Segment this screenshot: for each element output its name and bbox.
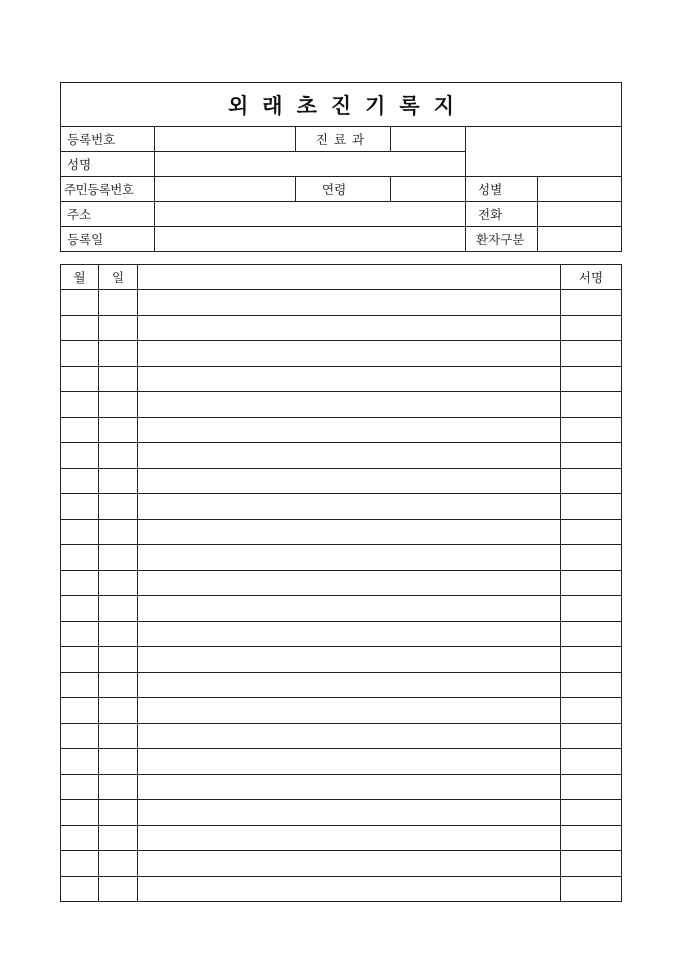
cell-signature[interactable] [561, 366, 622, 392]
form-title: 외래초진기록지 [61, 83, 622, 127]
visit-log-table [60, 264, 622, 902]
field-registration-number[interactable] [155, 127, 296, 152]
cell-month[interactable] [61, 366, 99, 392]
cell-signature[interactable] [561, 519, 622, 545]
cell-day[interactable] [99, 315, 138, 341]
cell-signature[interactable] [561, 443, 622, 469]
cell-month[interactable] [61, 392, 99, 418]
field-address[interactable] [155, 202, 466, 227]
cell-signature[interactable] [561, 290, 622, 316]
label-sex: 성별 [466, 177, 538, 202]
log-row [61, 723, 622, 749]
cell-content[interactable] [138, 341, 561, 367]
cell-content[interactable] [138, 876, 561, 902]
cell-signature[interactable] [561, 341, 622, 367]
cell-month[interactable] [61, 290, 99, 316]
log-row [61, 570, 622, 596]
field-sex[interactable] [538, 177, 622, 202]
log-header-row [61, 265, 622, 290]
cell-month[interactable] [61, 417, 99, 443]
label-registration-date: 등록일 [61, 227, 155, 252]
label-department: 진료과 [296, 127, 391, 152]
cell-signature[interactable] [561, 876, 622, 902]
cell-day[interactable] [99, 851, 138, 877]
header-content [138, 265, 561, 290]
patient-info-form [60, 82, 622, 252]
cell-content[interactable] [138, 468, 561, 494]
cell-month[interactable] [61, 851, 99, 877]
log-row [61, 443, 622, 469]
cell-month[interactable] [61, 698, 99, 724]
cell-day[interactable] [99, 519, 138, 545]
cell-day[interactable] [99, 647, 138, 673]
cell-month[interactable] [61, 341, 99, 367]
cell-month[interactable] [61, 494, 99, 520]
header-day: 일 [99, 265, 138, 290]
cell-signature[interactable] [561, 774, 622, 800]
cell-day[interactable] [99, 341, 138, 367]
cell-day[interactable] [99, 749, 138, 775]
cell-month[interactable] [61, 749, 99, 775]
cell-day[interactable] [99, 621, 138, 647]
log-row [61, 749, 622, 775]
cell-signature[interactable] [561, 417, 622, 443]
cell-content[interactable] [138, 851, 561, 877]
field-name[interactable] [155, 152, 466, 177]
cell-content[interactable] [138, 570, 561, 596]
header-month: 월 [61, 265, 99, 290]
header-signature: 서명 [561, 265, 622, 290]
cell-month[interactable] [61, 443, 99, 469]
log-row [61, 774, 622, 800]
cell-day[interactable] [99, 723, 138, 749]
cell-month[interactable] [61, 621, 99, 647]
log-row [61, 417, 622, 443]
log-row [61, 851, 622, 877]
label-name: 성명 [61, 152, 155, 177]
cell-month[interactable] [61, 723, 99, 749]
log-body [61, 290, 622, 902]
cell-day[interactable] [99, 366, 138, 392]
cell-content[interactable] [138, 621, 561, 647]
photo-blank-area [466, 127, 622, 177]
field-phone[interactable] [538, 202, 622, 227]
cell-month[interactable] [61, 672, 99, 698]
log-row [61, 672, 622, 698]
log-row [61, 392, 622, 418]
cell-content[interactable] [138, 290, 561, 316]
log-row [61, 876, 622, 902]
cell-month[interactable] [61, 596, 99, 622]
cell-day[interactable] [99, 545, 138, 571]
field-age[interactable] [391, 177, 466, 202]
cell-day[interactable] [99, 800, 138, 826]
cell-month[interactable] [61, 800, 99, 826]
cell-signature[interactable] [561, 723, 622, 749]
cell-content[interactable] [138, 315, 561, 341]
cell-signature[interactable] [561, 647, 622, 673]
cell-day[interactable] [99, 392, 138, 418]
cell-day[interactable] [99, 570, 138, 596]
log-row [61, 519, 622, 545]
field-department[interactable] [391, 127, 466, 152]
label-patient-type: 환자구분 [466, 227, 538, 252]
cell-signature[interactable] [561, 468, 622, 494]
cell-month[interactable] [61, 876, 99, 902]
log-row [61, 290, 622, 316]
cell-content[interactable] [138, 698, 561, 724]
cell-content[interactable] [138, 519, 561, 545]
log-row [61, 494, 622, 520]
cell-day[interactable] [99, 825, 138, 851]
cell-month[interactable] [61, 647, 99, 673]
cell-day[interactable] [99, 417, 138, 443]
cell-day[interactable] [99, 494, 138, 520]
cell-day[interactable] [99, 290, 138, 316]
label-address: 주소 [61, 202, 155, 227]
cell-signature[interactable] [561, 494, 622, 520]
cell-content[interactable] [138, 825, 561, 851]
cell-day[interactable] [99, 774, 138, 800]
cell-day[interactable] [99, 672, 138, 698]
field-resident-number[interactable] [155, 177, 296, 202]
label-registration-number: 등록번호 [61, 127, 155, 152]
log-row [61, 800, 622, 826]
cell-signature[interactable] [561, 315, 622, 341]
cell-signature[interactable] [561, 825, 622, 851]
field-patient-type[interactable] [538, 227, 622, 252]
log-row [61, 596, 622, 622]
cell-day[interactable] [99, 698, 138, 724]
cell-signature[interactable] [561, 392, 622, 418]
log-row [61, 468, 622, 494]
cell-content[interactable] [138, 672, 561, 698]
label-resident-number: 주민등록번호 [61, 177, 155, 202]
log-row [61, 647, 622, 673]
cell-month[interactable] [61, 468, 99, 494]
cell-signature[interactable] [561, 570, 622, 596]
label-phone: 전화 [466, 202, 538, 227]
cell-month[interactable] [61, 519, 99, 545]
cell-content[interactable] [138, 774, 561, 800]
cell-signature[interactable] [561, 672, 622, 698]
cell-content[interactable] [138, 545, 561, 571]
cell-signature[interactable] [561, 800, 622, 826]
cell-month[interactable] [61, 570, 99, 596]
cell-content[interactable] [138, 392, 561, 418]
cell-day[interactable] [99, 443, 138, 469]
cell-content[interactable] [138, 443, 561, 469]
log-row [61, 366, 622, 392]
cell-content[interactable] [138, 494, 561, 520]
cell-content[interactable] [138, 749, 561, 775]
cell-content[interactable] [138, 647, 561, 673]
log-row [61, 825, 622, 851]
log-row [61, 621, 622, 647]
label-age: 연령 [296, 177, 391, 202]
cell-signature[interactable] [561, 851, 622, 877]
cell-month[interactable] [61, 825, 99, 851]
cell-day[interactable] [99, 596, 138, 622]
cell-signature[interactable] [561, 698, 622, 724]
cell-content[interactable] [138, 596, 561, 622]
log-row [61, 341, 622, 367]
cell-content[interactable] [138, 723, 561, 749]
cell-content[interactable] [138, 366, 561, 392]
cell-signature[interactable] [561, 749, 622, 775]
cell-signature[interactable] [561, 596, 622, 622]
cell-month[interactable] [61, 545, 99, 571]
field-registration-date[interactable] [155, 227, 466, 252]
cell-content[interactable] [138, 800, 561, 826]
cell-content[interactable] [138, 417, 561, 443]
cell-signature[interactable] [561, 621, 622, 647]
cell-signature[interactable] [561, 545, 622, 571]
log-row [61, 315, 622, 341]
cell-month[interactable] [61, 315, 99, 341]
cell-day[interactable] [99, 876, 138, 902]
cell-day[interactable] [99, 468, 138, 494]
cell-month[interactable] [61, 774, 99, 800]
log-row [61, 545, 622, 571]
log-row [61, 698, 622, 724]
